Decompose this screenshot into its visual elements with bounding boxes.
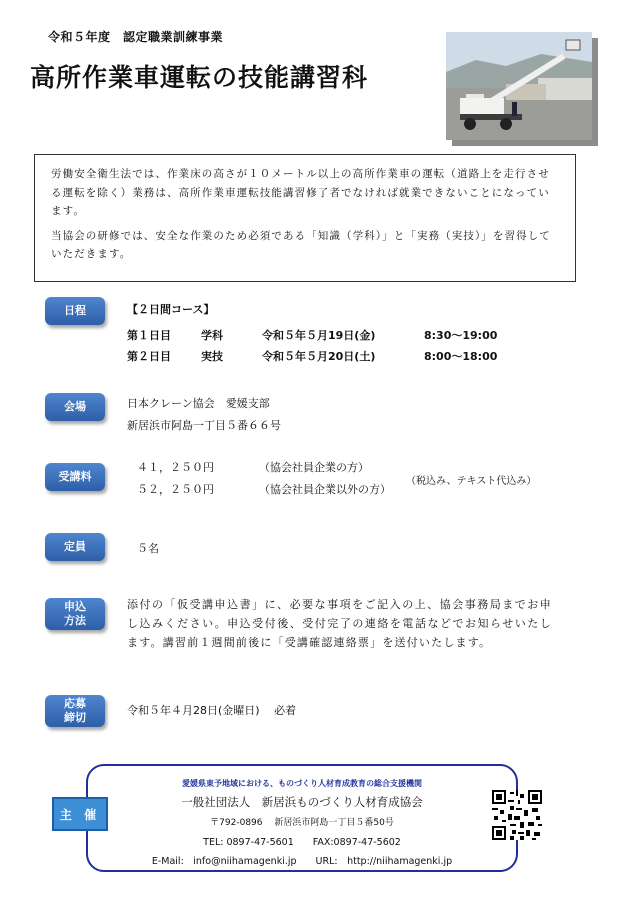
capacity-label: 定員	[45, 533, 105, 561]
fee-label: 受講料	[45, 463, 105, 491]
deadline-label-line1: 応募	[64, 697, 86, 710]
venue-address: 新居浜市阿島一丁目５番６６号	[127, 419, 281, 432]
subtitle: 令和５年度 認定職業訓練事業	[48, 30, 224, 44]
deadline-label	[45, 695, 105, 727]
fee-note-1: （協会社員企業の方）	[259, 461, 369, 474]
schedule-label: 日程	[45, 297, 105, 325]
venue-label: 会場	[45, 393, 105, 421]
fee-amount-2: ５２，２５０円	[137, 483, 214, 496]
deadline-label-line2: 締切	[64, 711, 86, 724]
schedule-date-2: 令和５年５月20日(土)	[262, 350, 376, 363]
fee-note-2: （協会社員企業以外の方）	[259, 483, 391, 496]
venue-name: 日本クレーン協会 愛媛支部	[127, 397, 270, 410]
footer-address: 〒792-0896 新居浜市阿島一丁目５番50号	[210, 818, 394, 828]
schedule-day-2: 第２日目	[127, 350, 171, 363]
application-label-line1: 申込	[64, 600, 86, 613]
deadline-text: 令和５年４月28日(金曜日) 必着	[127, 704, 297, 717]
capacity-value: ５名	[137, 542, 159, 555]
application-label	[45, 598, 105, 630]
footer-org-name: 一般社団法人 新居浜ものづくり人材育成協会	[181, 795, 423, 809]
schedule-time-1: 8:30～19:00	[424, 329, 498, 342]
fee-amount-1: ４１，２５０円	[137, 461, 214, 474]
intro-paragraph-2: 当協会の研修では、安全な作業のため必須である「知識（学科）」と「実務（実技）」を習得していただきます。	[51, 229, 551, 260]
application-label-line2: 方法	[64, 614, 86, 627]
host-label: 主 催	[52, 797, 108, 831]
application-text: 添付の「仮受講申込書」に、必要な事項をご記入の上、協会事務局までお申し込みください。申込受付後、受付完了の連絡を電話などでお知らせいたします。講習前１週間前後に「受講確認連絡票」を送付いたします。	[127, 598, 552, 649]
fee-tax-note: （税込み、テキスト代込み）	[406, 476, 537, 487]
course-label: 【２日間コース】	[127, 303, 215, 316]
schedule-day-1: 第１日目	[127, 329, 171, 342]
aerial-work-truck-photo	[446, 32, 592, 140]
footer-tagline: 愛媛県東予地域における、ものづくり人材育成教育の総合支援機関	[182, 779, 422, 788]
footer-phone: TEL: 0897-47-5601 FAX:0897-47-5602	[203, 837, 401, 848]
schedule-type-2: 実技	[201, 350, 223, 363]
schedule-date-1: 令和５年５月19日(金)	[262, 329, 376, 342]
schedule-time-2: 8:00～18:00	[424, 350, 498, 363]
page-title: 高所作業車運転の技能講習科	[30, 63, 369, 92]
schedule-type-1: 学科	[201, 329, 223, 342]
intro-paragraph-1: 労働安全衛生法では、作業床の高さが１０メートル以上の高所作業車の運転（道路上を走行させる運転を除く）業務は、高所作業車運転技能講習修了者でなければ就業できないことになっています。	[51, 168, 550, 217]
qr-code-icon[interactable]	[492, 790, 542, 840]
footer-email-url: E-Mail: info@niihamagenki.jp URL: http://niihamagenki.jp	[151, 856, 453, 867]
intro-box	[34, 154, 576, 282]
